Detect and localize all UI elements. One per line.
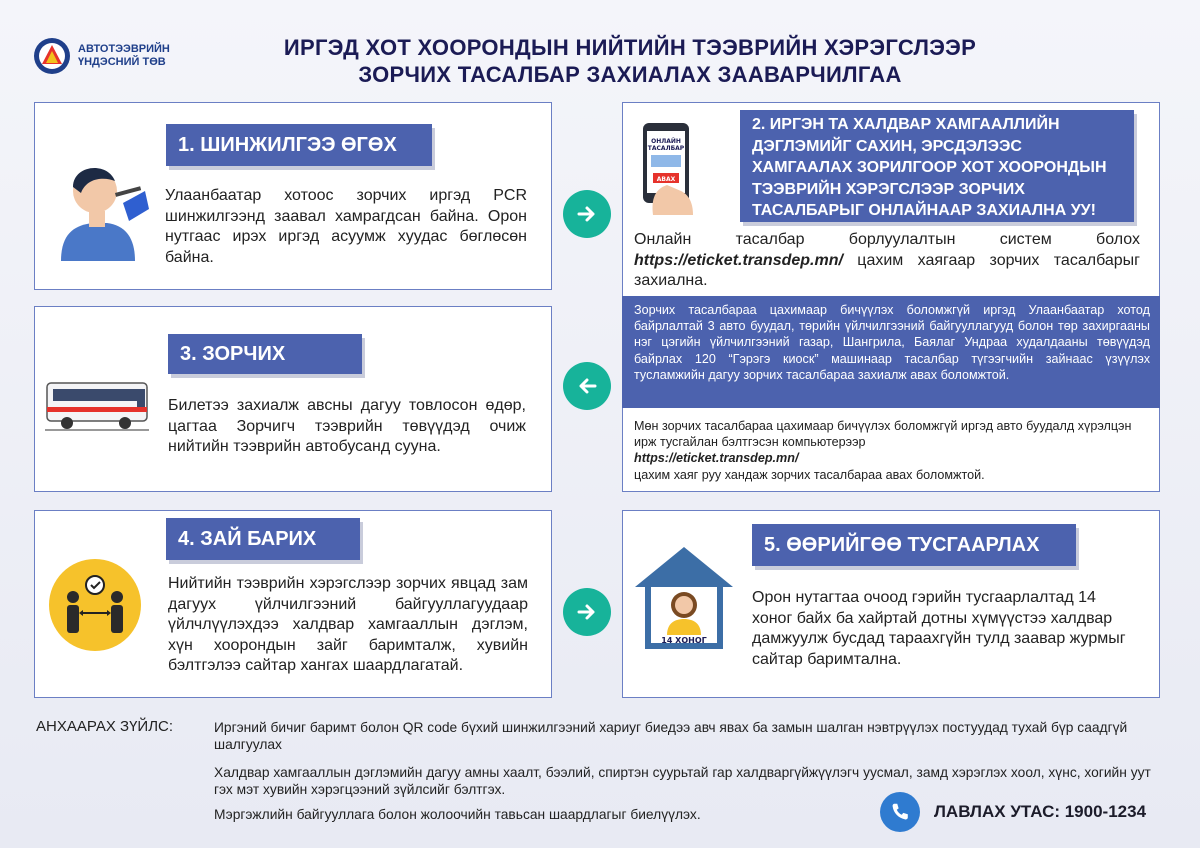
arrow-left-icon [575, 374, 599, 398]
info-small-link[interactable]: https://eticket.transdep.mn/ [634, 451, 799, 466]
title-line2: ЗОРЧИХ ТАСАЛБАР ЗАХИАЛАХ ЗААВАРЧИЛГАА [358, 62, 902, 87]
step2-text [634, 230, 1140, 292]
arrow-right-2 [563, 588, 611, 636]
title-line1: ИРГЭД ХОТ ХООРОНДЫН НИЙТИЙН ТЭЭВРИЙН ХЭРЭГСЛЭЭР [283, 35, 977, 60]
logo-line1: АВТОТЭЭВРИЙН [78, 43, 170, 55]
step1-text: Улаанбаатар хотоос зорчих иргэд PCR шинжилгээнд заавал хамрагдсан байна. Орон нутгаас ирэх иргэд асуумж хуудас бөглөсөн байна. [165, 187, 527, 266]
step2-heading: 2. ИРГЭН ТА ХАЛДВАР ХАМГААЛЛИЙН ДЭГЛЭМИЙГ САХИН, ЭРСДЭЛЭЭС ХАМГААЛАХ ЗОРИЛГООР ХОТ ХООРОНДЫН ТЭЭВРИЙН ХЭРЭГСЛЭЭР ЗОРЧИХ ТАСАЛБАРЫГ ОНЛАЙНААР ЗАХИАЛНА УУ! [740, 110, 1134, 222]
phone-icon [880, 792, 920, 832]
info-small-text [634, 418, 1154, 483]
social-distance-icon [47, 557, 143, 653]
arrow-right-icon [575, 202, 599, 226]
step4-heading: 4. ЗАЙ БАРИХ [166, 518, 360, 560]
step2-text-b: цахим хаягаар зорчих тасалбарыг захиална. [634, 251, 1140, 289]
step5-text: Орон нутагтаа очоод гэрийн тусгаарлалтад 14 хоног байх ба хайртай дотны хүмүүстээ халдвар дамжуулж бусдад тараахгүйн тулд заавар журмыг сайтар баримтална. [752, 589, 1126, 668]
footer-label: АНХААРАХ ЗҮЙЛС: [36, 718, 174, 735]
house-label: 14 ХОНОГ [661, 636, 707, 645]
info-small-line2: цахим хаяг руу хандаж зорчих тасалбараа авах боломжтой. [634, 467, 985, 482]
step2-link[interactable]: https://eticket.transdep.mn/ [634, 251, 843, 269]
hotline-text[interactable]: ЛАВЛАХ УТАС: 1900-1234 [934, 802, 1147, 821]
arrow-right-icon [575, 600, 599, 624]
phone-label1: ОНЛАЙН [651, 138, 681, 145]
phone-ticket-icon [633, 119, 707, 215]
step3-text: Билетээ захиалж авсны дагуу товлосон өдөр, цагтаа Зорчигч тээврийн төвүүдэд очиж нийтийн тээврийн автобусанд сууна. [168, 397, 526, 455]
step4-text: Нийтийн тээврийн хэрэгслээр зорчих явцад зам дагуух үйлчилгээний байгууллагуудаар үйлчлүүлэхдээ халдвар хамгааллын дэглэм, хүн хоорондын зайг баримталж, хувийн бэлтгэлээ сайтар хангах шаардлагатай. [168, 575, 528, 674]
bus-icon [45, 377, 149, 433]
footer-note1: Иргэний бичиг баримт болон QR code бүхий шинжилгээний хариуг биедээ авч явах ба замын шалган нэвтрүүлэх постуудад тухай бүр саадгүй шалгуулах [214, 720, 1128, 752]
info-small-line1: Мөн зорчих тасалбараа цахимаар бичүүлэх боломжгүй иргэд авто буудалд хүрэлцэн ирж тусгайлан бэлтгэсэн компьютерээр [634, 419, 1132, 450]
step3-heading: 3. ЗОРЧИХ [168, 334, 362, 374]
footer-note3: Мэргэжлийн байгууллага болон жолоочийн тавьсан шаардлагыг биелүүлэх. [214, 807, 701, 822]
logo-emblem-icon [32, 36, 72, 76]
step2-text-a: Онлайн тасалбар борлуулалтын систем болох [634, 231, 1140, 248]
arrow-right-1 [563, 190, 611, 238]
logo [32, 36, 170, 76]
page-title [180, 34, 1080, 88]
logo-line2: ҮНДЭСНИЙ ТӨВ [78, 56, 166, 68]
footer-note2: Халдвар хамгааллын дэглэмийн дагуу амны хаалт, бээлий, спиртэн суурьтай гар халдваргүйжүүлэгч уусмал, замд хэрэглэх хоол, хүнс, хогийн уут гэх мэт хувийн хэрэгцээний зүйлсийг бэлтгэх. [214, 765, 1151, 797]
info-block: Зорчих тасалбараа цахимаар бичүүлэх боломжгүй иргэд Улаанбаатар хотод байрлалтай 3 авто буудал, төрийн үйлчилгээний байгууллагууд болон төр захиргааны нэг цэгийн үйлчилгээний газар, Шангрила, Баялаг Ундраа худалдааны төвүүдэд байрлах 120 “Гэрэгэ киоск” машинаар тасалбар түгээгчийн зайнаас үзүүлэх тусламжийн дагуу зорчих тасалбараа захиалж авах боломжтой. [622, 296, 1160, 408]
step5-heading: 5. ӨӨРИЙГӨӨ ТУСГААРЛАХ [752, 524, 1076, 566]
step1-heading: 1. ШИНЖИЛГЭЭ ӨГӨХ [166, 124, 432, 166]
phone-button: АВАХ [656, 176, 676, 183]
phone-label2: ТАСАЛБАР [647, 145, 685, 152]
pcr-test-icon [53, 151, 151, 261]
hotline [880, 792, 1146, 832]
arrow-left [563, 362, 611, 410]
home-isolation-icon [631, 543, 737, 653]
